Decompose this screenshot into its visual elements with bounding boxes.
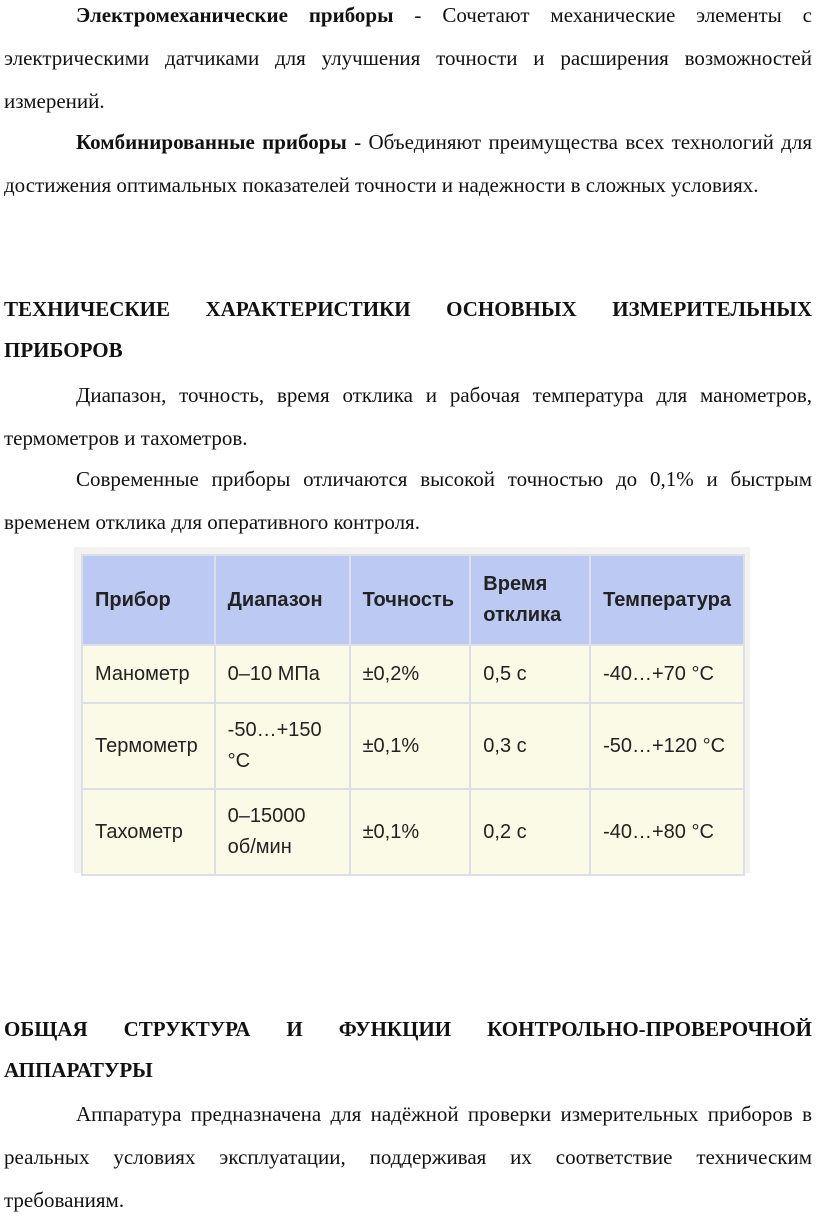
paragraph-structure-purpose: Аппаратура предназначена для надёжной проверки измерительных приборов в реальных условиях эксплуатации, поддерживая их соответствие техническим требованиям. xyxy=(4,1102,812,1212)
cell-range: 0–10 МПа xyxy=(215,645,350,703)
cell-temperature: -40…+70 °С xyxy=(590,645,744,703)
cell-temperature: -40…+80 °С xyxy=(590,789,744,875)
table-header-row xyxy=(82,555,744,645)
cell-range: -50…+150 °С xyxy=(215,703,350,789)
section-heading-structure: ОБЩАЯ СТРУКТУРА И ФУНКЦИИ КОНТРОЛЬНО-ПРОВЕРОЧНОЙ АППАРАТУРЫ xyxy=(4,1017,812,1082)
cell-device: Манометр xyxy=(82,645,215,703)
cell-response-time: 0,3 с xyxy=(470,703,590,789)
header-accuracy: Точность xyxy=(350,555,471,645)
table-row xyxy=(82,703,744,789)
header-range: Диапазон xyxy=(215,555,350,645)
paragraph-specs-accuracy: Современные приборы отличаются высокой точностью до 0,1% и быстрым временем отклика для оперативного контроля. xyxy=(4,467,812,534)
specs-table xyxy=(81,554,745,876)
cell-accuracy: ±0,1% xyxy=(350,703,471,789)
section-heading-specs: ТЕХНИЧЕСКИЕ ХАРАКТЕРИСТИКИ ОСНОВНЫХ ИЗМЕРИТЕЛЬНЫХ ПРИБОРОВ xyxy=(4,297,812,362)
cell-accuracy: ±0,2% xyxy=(350,645,471,703)
cell-device: Тахометр xyxy=(82,789,215,875)
paragraph-specs-intro: Диапазон, точность, время отклика и рабочая температура для манометров, термометров и тахометров. xyxy=(4,383,812,450)
cell-temperature: -50…+120 °С xyxy=(590,703,744,789)
table-row xyxy=(82,789,744,875)
term-electromechanical: Электромеханические приборы xyxy=(76,3,394,27)
text-combined: - Объединяют преимущества всех технологий для достижения оптимальных показателей точности и надежности в сложных условиях. xyxy=(4,130,812,197)
paragraph-combined xyxy=(4,121,812,207)
header-response-time: Время отклика xyxy=(470,555,590,645)
paragraph-electromechanical xyxy=(4,0,812,123)
cell-response-time: 0,5 с xyxy=(470,645,590,703)
cell-accuracy: ±0,1% xyxy=(350,789,471,875)
header-temperature: Температура xyxy=(590,555,744,645)
cell-response-time: 0,2 с xyxy=(470,789,590,875)
cell-device: Термометр xyxy=(82,703,215,789)
cell-range: 0–15000 об/мин xyxy=(215,789,350,875)
text-electromechanical: - Сочетают механические элементы с электрическими датчиками для улучшения точности и расширения возможностей измерений. xyxy=(4,3,812,113)
table-row xyxy=(82,645,744,703)
term-combined: Комбинированные приборы xyxy=(76,130,347,154)
specs-table-container xyxy=(74,547,750,873)
header-device: Прибор xyxy=(82,555,215,645)
